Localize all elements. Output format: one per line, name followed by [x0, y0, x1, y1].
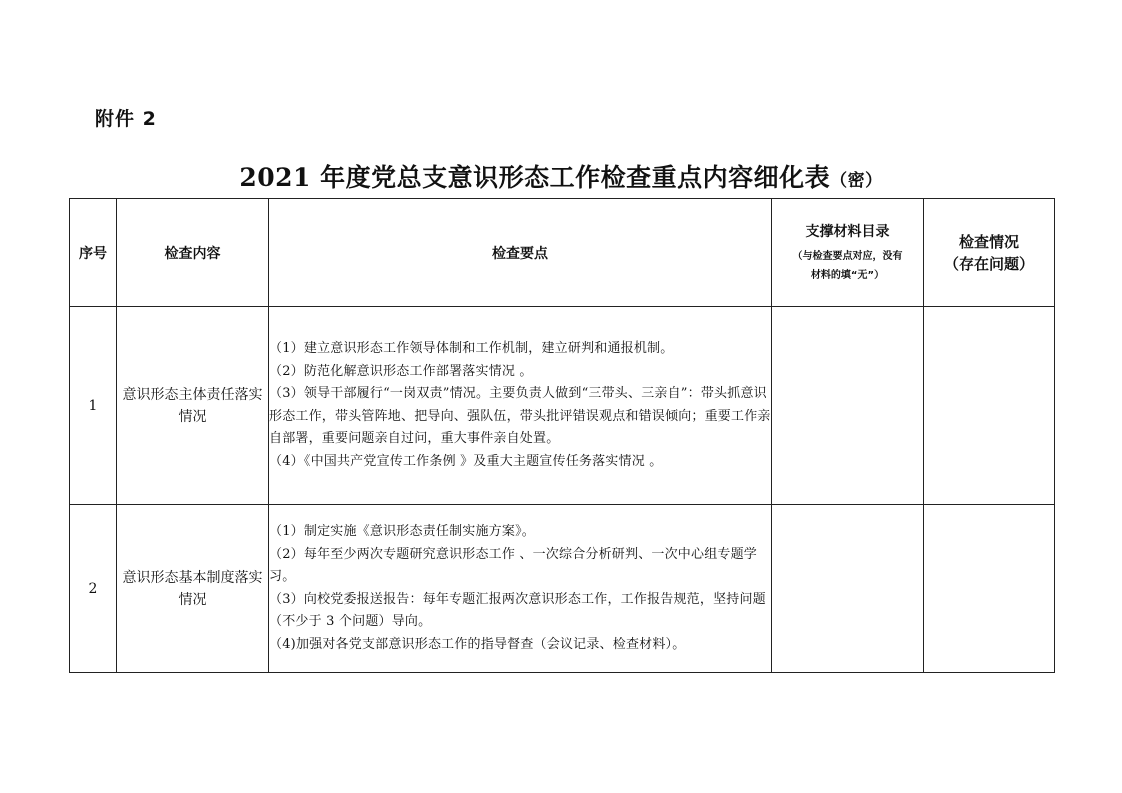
- title-suffix: （密）: [830, 171, 883, 191]
- row-materials-cell: [772, 307, 924, 505]
- header-status: [924, 199, 1055, 307]
- attachment-label: 附件 2: [95, 108, 157, 130]
- inspection-table: [69, 198, 1055, 673]
- header-content: 检查内容: [117, 199, 269, 307]
- point-item: （4）《中国共产党宣传工作条例 》及重大主题宣传任务落实情况 。: [269, 453, 663, 469]
- document-title: [0, 158, 1122, 194]
- row-seq: 2: [70, 505, 117, 673]
- title-main: 2021 年度党总支意识形态工作检查重点内容细化表: [239, 163, 831, 192]
- table-row: [70, 307, 1055, 505]
- header-status-line-2: （存在问题）: [943, 254, 1034, 273]
- table-row: [70, 505, 1055, 673]
- header-materials-note-2: 材料的填“无”）: [810, 269, 885, 281]
- header-seq: 序号: [70, 199, 117, 307]
- point-item: （2）防范化解意识形态工作部署落实情况 。: [269, 363, 533, 379]
- row-status-cell: [924, 505, 1055, 673]
- row-content: 意识形态主体责任落实情况: [117, 307, 269, 505]
- row-points: [269, 307, 772, 505]
- header-materials-note-1: （与检查要点对应，没有: [792, 250, 903, 262]
- row-content: 意识形态基本制度落实情况: [117, 505, 269, 673]
- header-points: 检查要点: [269, 199, 772, 307]
- table-header-row: [70, 199, 1055, 307]
- header-materials: [772, 199, 924, 307]
- row-materials-cell: [772, 505, 924, 673]
- point-item: （1）建立意识形态工作领导体制和工作机制，建立研判和通报机制。: [269, 341, 674, 356]
- point-item: （4)加强对各党支部意识形态工作的指导督查（会议记录、检查材料）。: [269, 636, 686, 652]
- row-seq: 1: [70, 307, 117, 505]
- header-status-line-1: 检查情况: [958, 232, 1019, 251]
- header-materials-title: 支撑材料目录: [805, 223, 890, 240]
- row-points: [269, 505, 772, 673]
- point-item: （2）每年至少两次专题研究意识形态工作 、一次综合分析研判、一次中心组专题学习。: [269, 546, 758, 584]
- point-item: （1）制定实施《意识形态责任制实施方案》。: [269, 524, 535, 539]
- point-item: （3）领导干部履行“一岗双责”情况。主要负责人做到“三带头、三亲自”：带头抓意识形态工作，带头管阵地、把导向、强队伍，带头批评错误观点和错误倾向；重要工作亲自部署，重要问题亲自过问，重大事件亲自处置。: [269, 386, 771, 446]
- row-status-cell: [924, 307, 1055, 505]
- point-item: （3）向校党委报送报告：每年专题汇报两次意识形态工作，工作报告规范，坚持问题（不少于 3 个问题）导向。: [269, 591, 766, 629]
